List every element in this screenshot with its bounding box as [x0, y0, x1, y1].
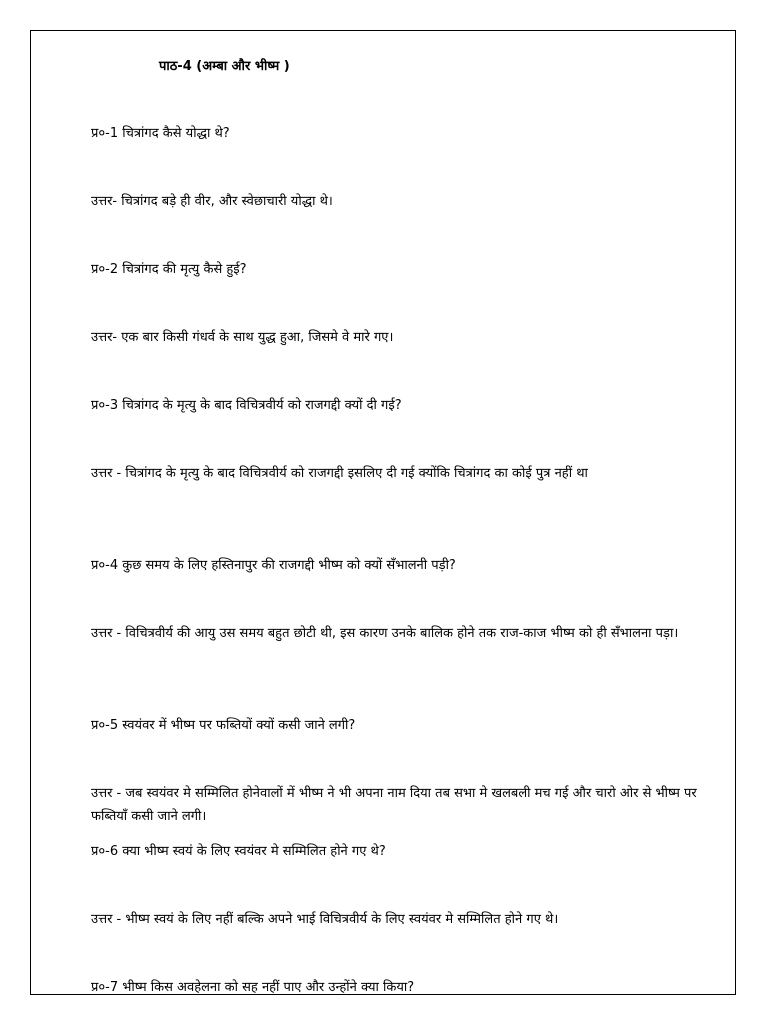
answer-5: उत्तर - जब स्वयंवर मे सम्मिलित होनेवालों में भीष्म ने भी अपना नाम दिया तब सभा मे खलबली मच गई और चारो ओर से भीष्म पर फब्तियाँ कसी जाने लगी। [91, 786, 697, 824]
document-title: पाठ-4 (अम्बा और भीष्म ) [159, 59, 290, 74]
question-4: प्र०-4 कुछ समय के लिए हस्तिनापुर की राजगद्दी भीष्म को क्यों सँभालनी पड़ी? [91, 558, 456, 573]
answer-2: उत्तर- एक बार किसी गंधर्व के साथ युद्ध हुआ, जिसमे वे मारे गए। [91, 330, 394, 345]
question-2: प्र०-2 चित्रांगद की मृत्यु कैसे हुई? [91, 262, 247, 277]
answer-6: उत्तर - भीष्म स्वयं के लिए नहीं बल्कि अपने भाई विचित्रवीर्य के लिए स्वयंवर मे सम्मिलित होने गए थे। [91, 912, 559, 927]
question-7: प्र०-7 भीष्म किस अवहेलना को सह नहीं पाए और उन्होंने क्या किया? [91, 980, 415, 995]
answer-4: उत्तर - विचित्रवीर्य की आयु उस समय बहुत छोटी थी, इस कारण उनके बालिक होने तक राज-काज भीष्म को ही सँभालना पड़ा। [91, 626, 679, 641]
page-frame [30, 30, 736, 995]
question-6: प्र०-6 क्या भीष्म स्वयं के लिए स्वयंवर मे सम्मिलित होने गए थे? [91, 844, 386, 859]
question-5: प्र०-5 स्वयंवर में भीष्म पर फब्तियों क्यों कसी जाने लगी? [91, 718, 356, 733]
question-3: प्र०-3 चित्रांगद के मृत्यु के बाद विचित्रवीर्य को राजगद्दी क्यों दी गई? [91, 398, 402, 413]
question-1: प्र०-1 चित्रांगद कैसे योद्धा थे? [91, 126, 230, 141]
answer-1: उत्तर- चित्रांगद बड़े ही वीर, और स्वेछाचारी योद्धा थे। [91, 194, 333, 209]
answer-3: उत्तर - चित्रांगद के मृत्यु के बाद विचित्रवीर्य को राजगद्दी इसलिए दी गई क्योंकि चित्रांगद का कोई पुत्र नहीं था [91, 466, 588, 481]
